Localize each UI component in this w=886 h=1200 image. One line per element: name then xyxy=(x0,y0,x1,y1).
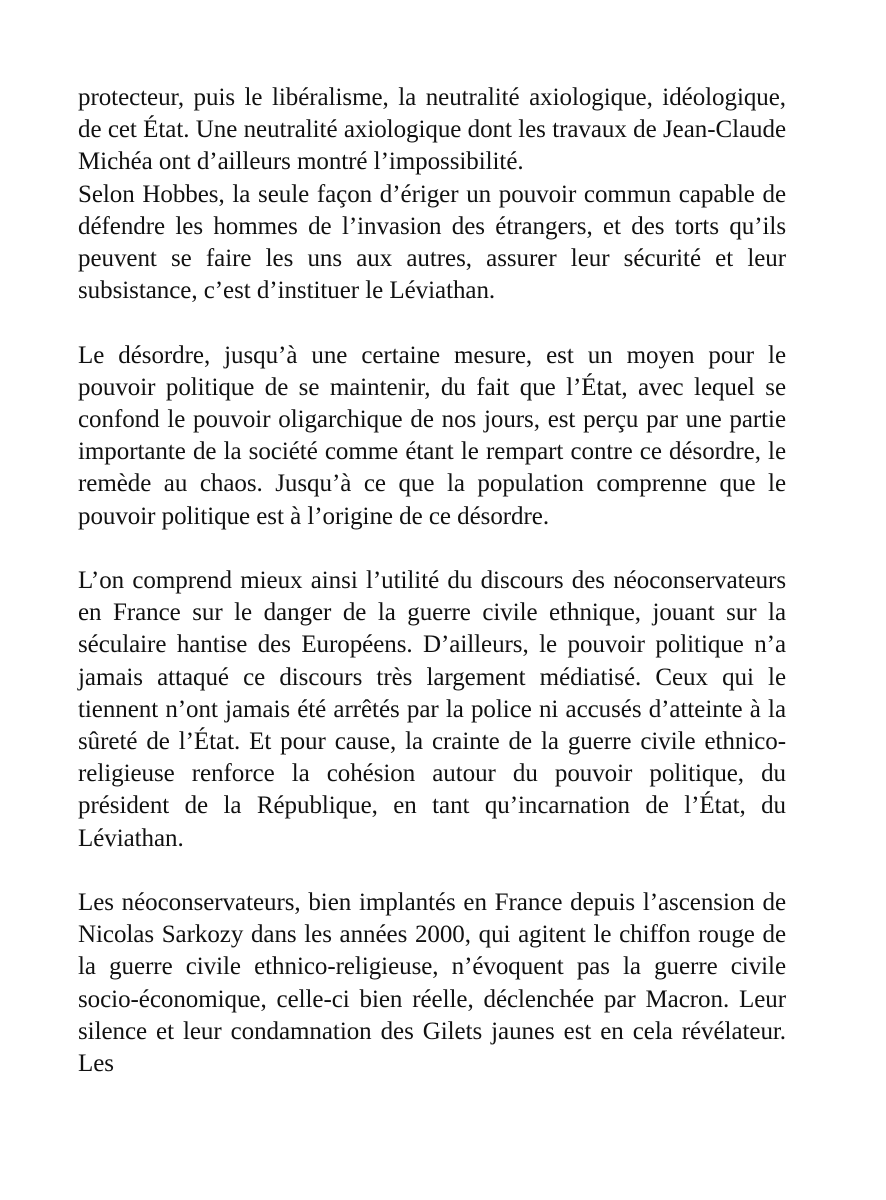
paragraph-5: Les néoconservateurs, bien implantés en France depuis l’ascension de Nicolas Sarkozy dans les années 2000, qui agitent le chiffon rouge de la guerre civile ethnico-religieuse, n’évoquent pas la guerre civile socio-économique, celle-ci bien réelle, déclenchée par Macron. Leur silence et leur condamnation des Gilets jaunes est en cela révélateur. Les xyxy=(78,889,786,1078)
paragraph-1: protecteur, puis le libéralisme, la neutralité axiologique, idéologique, de cet État. Une neutralité axiologique dont les travaux de Jean-Claude Michéa ont d’ailleurs montré l’impossibilité. xyxy=(78,84,786,176)
paragraph-spacer xyxy=(78,533,786,565)
paragraph-3: Le désordre, jusqu’à une certaine mesure, est un moyen pour le pouvoir politique de se maintenir, du fait que l’État, avec lequel se confond le pouvoir oligarchique de nos jours, est perçu par une partie importante de la société comme étant le rempart contre ce désordre, le remède au chaos. Jusqu’à ce que la population comprenne que le pouvoir politique est à l’origine de ce désordre. xyxy=(78,341,786,530)
document-page xyxy=(78,82,786,1080)
paragraph-spacer xyxy=(78,307,786,339)
paragraph-spacer xyxy=(78,855,786,887)
paragraph-4: L’on comprend mieux ainsi l’utilité du discours des néoconservateurs en France sur le danger de la guerre civile ethnique, jouant sur la séculaire hantise des Européens. D’ailleurs, le pouvoir politique n’a jamais attaqué ce discours très largement médiatisé. Ceux qui le tiennent n’ont jamais été arrêtés par la police ni accusés d’atteinte à la sûreté de l’État. Et pour cause, la crainte de la guerre civile ethnico-religieuse renforce la cohésion autour du pouvoir politique, du président de la République, en tant qu’incarnation de l’État, du Léviathan. xyxy=(78,567,786,852)
paragraph-2: Selon Hobbes, la seule façon d’ériger un pouvoir commun capable de défendre les hommes de l’invasion des étrangers, et des torts qu’ils peuvent se faire les uns aux autres, assurer leur sécurité et leur subsistance, c’est d’instituer le Léviathan. xyxy=(78,180,786,305)
